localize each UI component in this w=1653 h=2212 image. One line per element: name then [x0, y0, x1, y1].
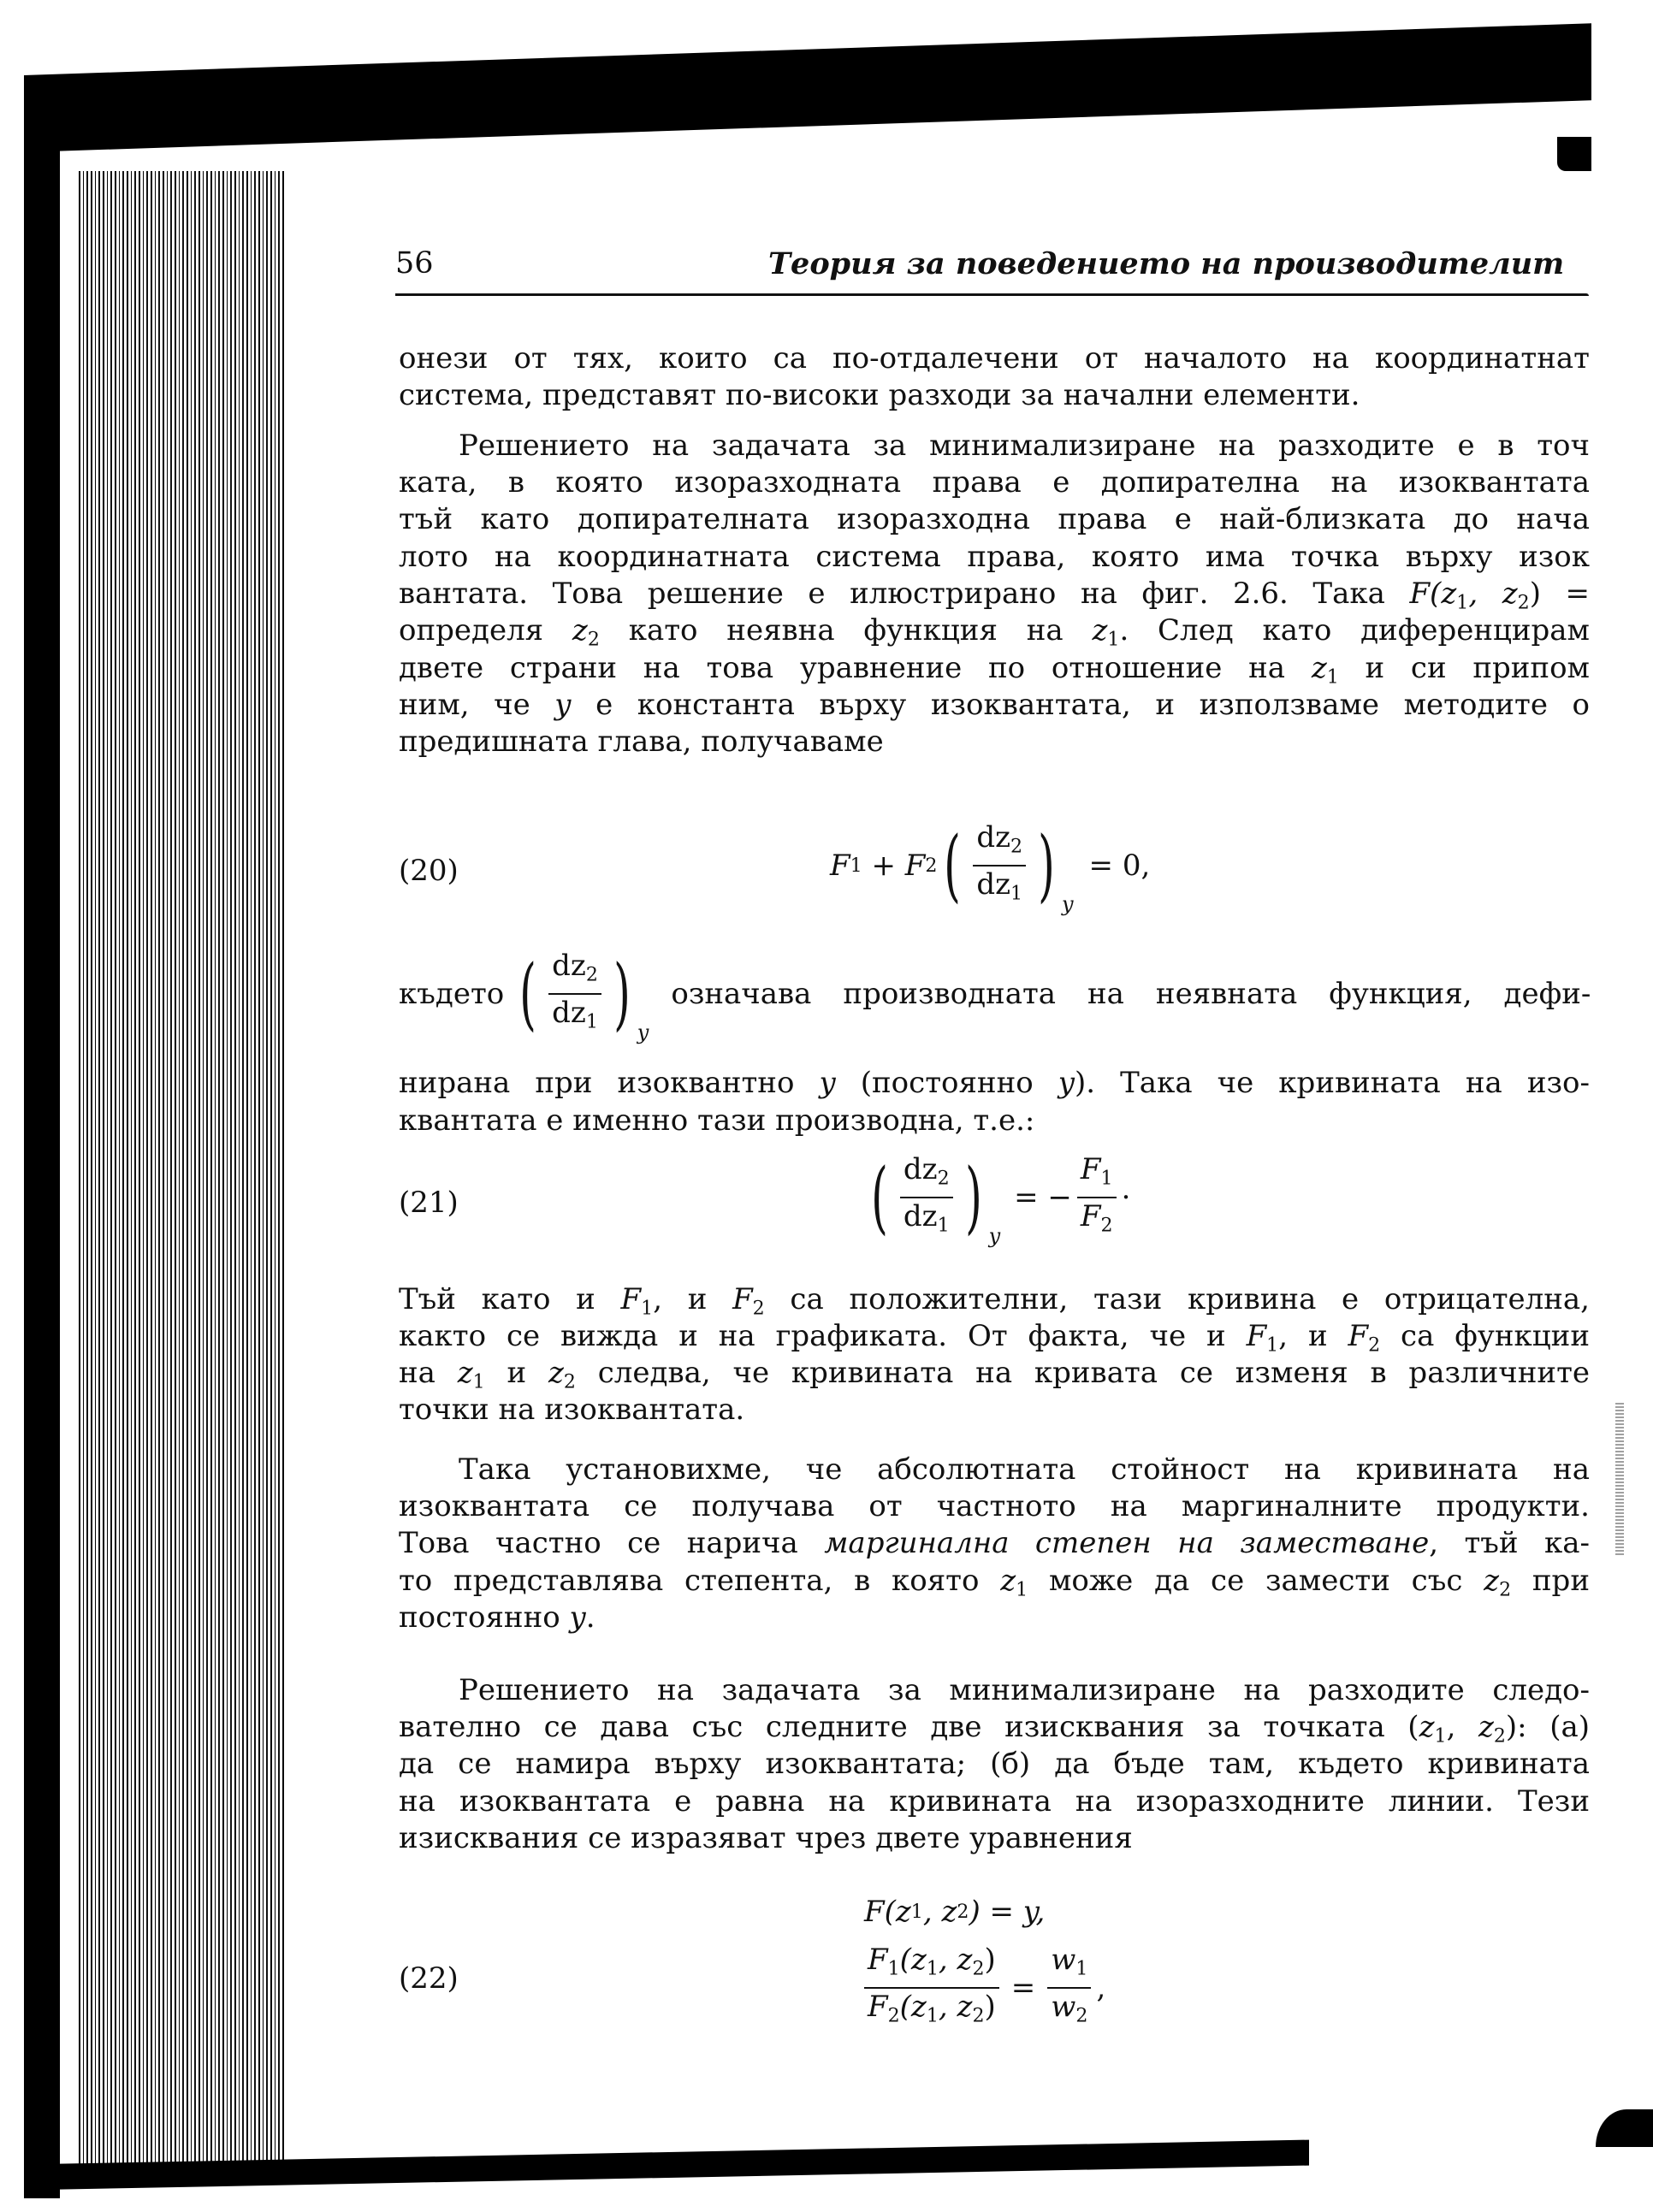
denominator — [973, 866, 1026, 910]
math-punct: , — [1096, 1970, 1106, 2005]
subscript: 2 — [957, 1901, 969, 1923]
subscript: 1 — [1434, 1724, 1447, 1748]
subscript: 2 — [925, 854, 938, 877]
text-run: ): (а) — [1505, 1710, 1591, 1744]
math-run: ) = y, — [969, 1895, 1046, 1929]
page-stack-lines — [79, 171, 284, 2173]
math-run: z — [548, 1356, 564, 1390]
math-run: z — [1000, 1564, 1016, 1598]
text-line — [399, 1065, 1590, 1101]
condition-subscript: y — [988, 1224, 1001, 1249]
subscript: 2 — [972, 2004, 985, 2027]
text-run: вантата. Това решение е илюстрирано на фиг. 2.6. Така — [399, 577, 1410, 611]
numerator — [1047, 1943, 1091, 1989]
numerator — [900, 1153, 953, 1198]
text-run: то представлява степента, в която — [399, 1564, 1001, 1598]
subscript: 2 — [1499, 1578, 1512, 1601]
text-run: определя — [399, 613, 572, 648]
equation-number: (21) — [399, 1186, 459, 1220]
text-run: Това частно се нарича — [399, 1526, 825, 1560]
text-run: , тъй ка- — [1429, 1526, 1590, 1560]
math-run: z — [1419, 1710, 1435, 1744]
text-run: ). Така че кривината на изо- — [1075, 1066, 1590, 1100]
math-run: dz — [903, 1198, 938, 1233]
subscript: 1 — [926, 2004, 939, 2027]
numerator — [864, 1943, 999, 1989]
math-run: F — [1246, 1319, 1267, 1353]
subscript: 1 — [641, 1297, 654, 1320]
left-paren: ( — [944, 819, 962, 911]
text-line: квантата е именно тази производна, т.е.: — [399, 1103, 1035, 1138]
math-run: dz — [552, 949, 586, 983]
subscript: 1 — [472, 1370, 485, 1393]
text-line: Така установихме, че абсолютната стойност на кривината на — [459, 1452, 1590, 1487]
text-run: . След като диференцирам — [1119, 613, 1590, 648]
math-run: dz — [552, 995, 586, 1030]
math-run: z — [1311, 651, 1327, 685]
equation-22-line-1 — [864, 1895, 1045, 1929]
subscript: 2 — [972, 1957, 985, 1980]
fraction — [900, 1153, 953, 1241]
text-run: постоянно — [399, 1600, 570, 1635]
text-line: на изоквантата е равна на кривината на изоразходните линии. Тези — [399, 1784, 1590, 1819]
math-run: ) = — [1529, 577, 1591, 611]
subscript: 2 — [1368, 1334, 1381, 1357]
subscript: 1 — [1326, 665, 1339, 689]
subscript: 2 — [1010, 835, 1023, 858]
subscript: 2 — [937, 1167, 950, 1190]
subscript: 2 — [563, 1370, 576, 1393]
math-run: z — [572, 613, 588, 648]
subscript: 1 — [585, 1010, 598, 1033]
math-run: , z — [938, 1943, 973, 1977]
text-run: е константа върху изоквантата, и използваме методите о — [571, 688, 1590, 722]
math-symbol: F — [1080, 1152, 1101, 1186]
numerator — [973, 821, 1026, 866]
running-title: Теория за поведението на производителит — [768, 246, 1565, 281]
emphasized-term: маргинална степен на заместване — [824, 1526, 1430, 1560]
math-run: dz — [976, 820, 1011, 855]
denominator — [1047, 1989, 1091, 2032]
text-run: където — [399, 976, 505, 1011]
subscript: 1 — [1266, 1334, 1279, 1357]
text-run: може да се замести със — [1028, 1564, 1484, 1598]
subscript: 2 — [752, 1297, 765, 1320]
text-line: точки на изоквантата. — [399, 1393, 745, 1427]
math-run: dz — [903, 1152, 938, 1186]
text-run: , и — [653, 1282, 733, 1316]
math-run: , z — [938, 1989, 973, 2024]
subscript: 2 — [585, 963, 598, 986]
text-line: предишната глава, получаваме — [399, 725, 884, 759]
text-line: ката, в която изоразходната права е допирателна на изоквантата — [399, 465, 1590, 500]
text-line: система, представят по-високи разходи за начални елементи. — [399, 378, 1360, 412]
text-run: и си припом — [1338, 651, 1590, 685]
denominator — [548, 995, 601, 1038]
page-stack-edge — [60, 201, 79, 2177]
math-run: y — [569, 1600, 586, 1635]
numerator — [1077, 1153, 1117, 1198]
text-run: , — [1446, 1710, 1478, 1744]
text-run: . — [585, 1600, 595, 1635]
numerator — [548, 949, 601, 995]
text-line: Решението на задачата за минимализиране на разходите е в точ — [459, 429, 1590, 463]
condition-subscript: y — [637, 1020, 649, 1045]
subscript: 1 — [1456, 591, 1469, 614]
math-run: z — [1092, 613, 1108, 648]
text-run: (постоянно — [835, 1066, 1058, 1100]
header-rule — [395, 293, 1589, 296]
math-symbol: w — [1051, 1989, 1076, 2024]
math-run: z — [1478, 1710, 1494, 1744]
text-line: онези от тях, които са по-отдалечени от началото на координатнат — [399, 341, 1590, 376]
math-run: F — [1348, 1319, 1369, 1353]
subscript: 2 — [1493, 1724, 1506, 1748]
text-line — [399, 1525, 1590, 1561]
math-operator: + — [862, 848, 905, 883]
equation-number: (22) — [399, 1961, 459, 1996]
text-run: при — [1511, 1564, 1590, 1598]
condition-subscript: y — [1061, 892, 1074, 917]
text-line — [399, 947, 1591, 1045]
text-run: , и — [1278, 1319, 1348, 1353]
text-run: следва, че кривината на кривата се изменя в различните — [575, 1356, 1590, 1390]
subscript: 1 — [926, 1957, 939, 1980]
math-run: (z — [899, 1989, 927, 2024]
math-rhs: = 0, — [1088, 848, 1151, 883]
equation-21 — [864, 1150, 1131, 1249]
equation-number: (20) — [399, 854, 459, 888]
subscript: 1 — [1107, 628, 1120, 651]
text-line: Решението на задачата за минимализиране на разходите следо- — [459, 1673, 1590, 1707]
fraction — [1077, 1153, 1117, 1241]
text-run: като неявна функция на — [599, 613, 1093, 648]
fraction — [1047, 1943, 1091, 2032]
math-run: , z — [922, 1895, 957, 1929]
scan-border-top — [24, 23, 1591, 152]
page-number: 56 — [395, 246, 434, 281]
equation-20 — [830, 819, 1151, 917]
scan-border-tab — [1557, 137, 1591, 171]
text-line — [399, 687, 1590, 723]
math-symbol: F — [830, 848, 850, 883]
math-run: F — [620, 1282, 642, 1316]
text-run: са функции — [1380, 1319, 1590, 1353]
left-paren: ( — [871, 1150, 888, 1243]
denominator — [900, 1198, 953, 1242]
text-run: ним, че — [399, 688, 555, 722]
left-paren: ( — [519, 947, 537, 1039]
text-line: тъй като допирателната изоразходна права е най-близката до нача — [399, 502, 1590, 536]
math-run: y — [554, 688, 572, 722]
math-run: F(z — [864, 1895, 911, 1929]
math-symbol: F — [904, 848, 926, 883]
text-line: изисквания се изразяват чрез двете уравнения — [399, 1821, 1133, 1855]
math-operator: = — [1010, 1970, 1036, 2005]
right-paren: ) — [613, 947, 631, 1039]
subscript: 1 — [850, 854, 862, 877]
text-run: вателно се дава със следните две изисквания за точката ( — [399, 1710, 1419, 1744]
math-run: y — [819, 1066, 836, 1100]
math-run: y — [1058, 1066, 1075, 1100]
text-line: да се намира върху изоквантата; (б) да бъде там, където кривината — [399, 1747, 1590, 1781]
text-run: двете страни на това уравнение по отношение на — [399, 651, 1312, 685]
math-run: dz — [976, 866, 1011, 902]
subscript: 1 — [937, 1214, 950, 1237]
subscript: 1 — [1100, 1167, 1113, 1190]
text-run: означава производната на неявната функция, дефи- — [671, 976, 1591, 1011]
subscript: 1 — [1016, 1578, 1028, 1601]
text-line: лото на координатната система права, която има точка върху изок — [399, 540, 1590, 574]
math-run: (z — [899, 1943, 927, 1977]
math-operator: = − — [1014, 1180, 1072, 1215]
math-symbol: F — [1080, 1198, 1101, 1233]
right-paren: ) — [964, 1150, 982, 1243]
subscript: 2 — [1100, 1214, 1113, 1237]
math-run: z — [1484, 1564, 1500, 1598]
subscript: 2 — [1075, 2004, 1088, 2027]
scan-corner-shadow — [1596, 2109, 1653, 2147]
math-punct: · — [1121, 1180, 1131, 1215]
fraction — [864, 1943, 999, 2032]
equation-22-line-2 — [859, 1943, 1105, 2032]
text-run: нирана при изоквантно — [399, 1066, 820, 1100]
subscript: 1 — [910, 1901, 923, 1923]
subscript: 2 — [1517, 591, 1530, 614]
scan-border-left — [24, 128, 60, 2198]
text-run: на — [399, 1356, 458, 1390]
subscript: 1 — [887, 1957, 900, 1980]
subscript: 1 — [1010, 882, 1023, 905]
math-run: F(z — [1409, 577, 1457, 611]
math-symbol: F — [868, 1943, 888, 1977]
math-run: , z — [1468, 577, 1518, 611]
scan-noise — [1615, 1403, 1624, 1557]
subscript: 1 — [1075, 1957, 1088, 1980]
right-paren: ) — [1038, 819, 1055, 911]
text-run: Тъй като и — [399, 1282, 621, 1316]
text-run: са положителни, тази кривина е отрицателна, — [764, 1282, 1590, 1316]
text-line: изоквантата се получава от частното на маргиналните продукти. — [399, 1489, 1590, 1523]
math-run: ) — [984, 1943, 996, 1977]
fraction — [548, 949, 601, 1038]
fraction — [973, 821, 1026, 909]
math-run: z — [457, 1356, 473, 1390]
denominator — [1077, 1198, 1117, 1242]
math-run: F — [732, 1282, 753, 1316]
subscript: 2 — [587, 628, 600, 651]
math-symbol: w — [1051, 1943, 1076, 1977]
math-run: ) — [984, 1989, 996, 2024]
subscript: 2 — [887, 2004, 900, 2027]
text-run: както се вижда и на графиката. От факта, че и — [399, 1319, 1247, 1353]
text-line — [399, 1600, 1590, 1635]
text-run: и — [484, 1356, 548, 1390]
denominator — [864, 1989, 999, 2032]
math-symbol: F — [868, 1989, 888, 2024]
